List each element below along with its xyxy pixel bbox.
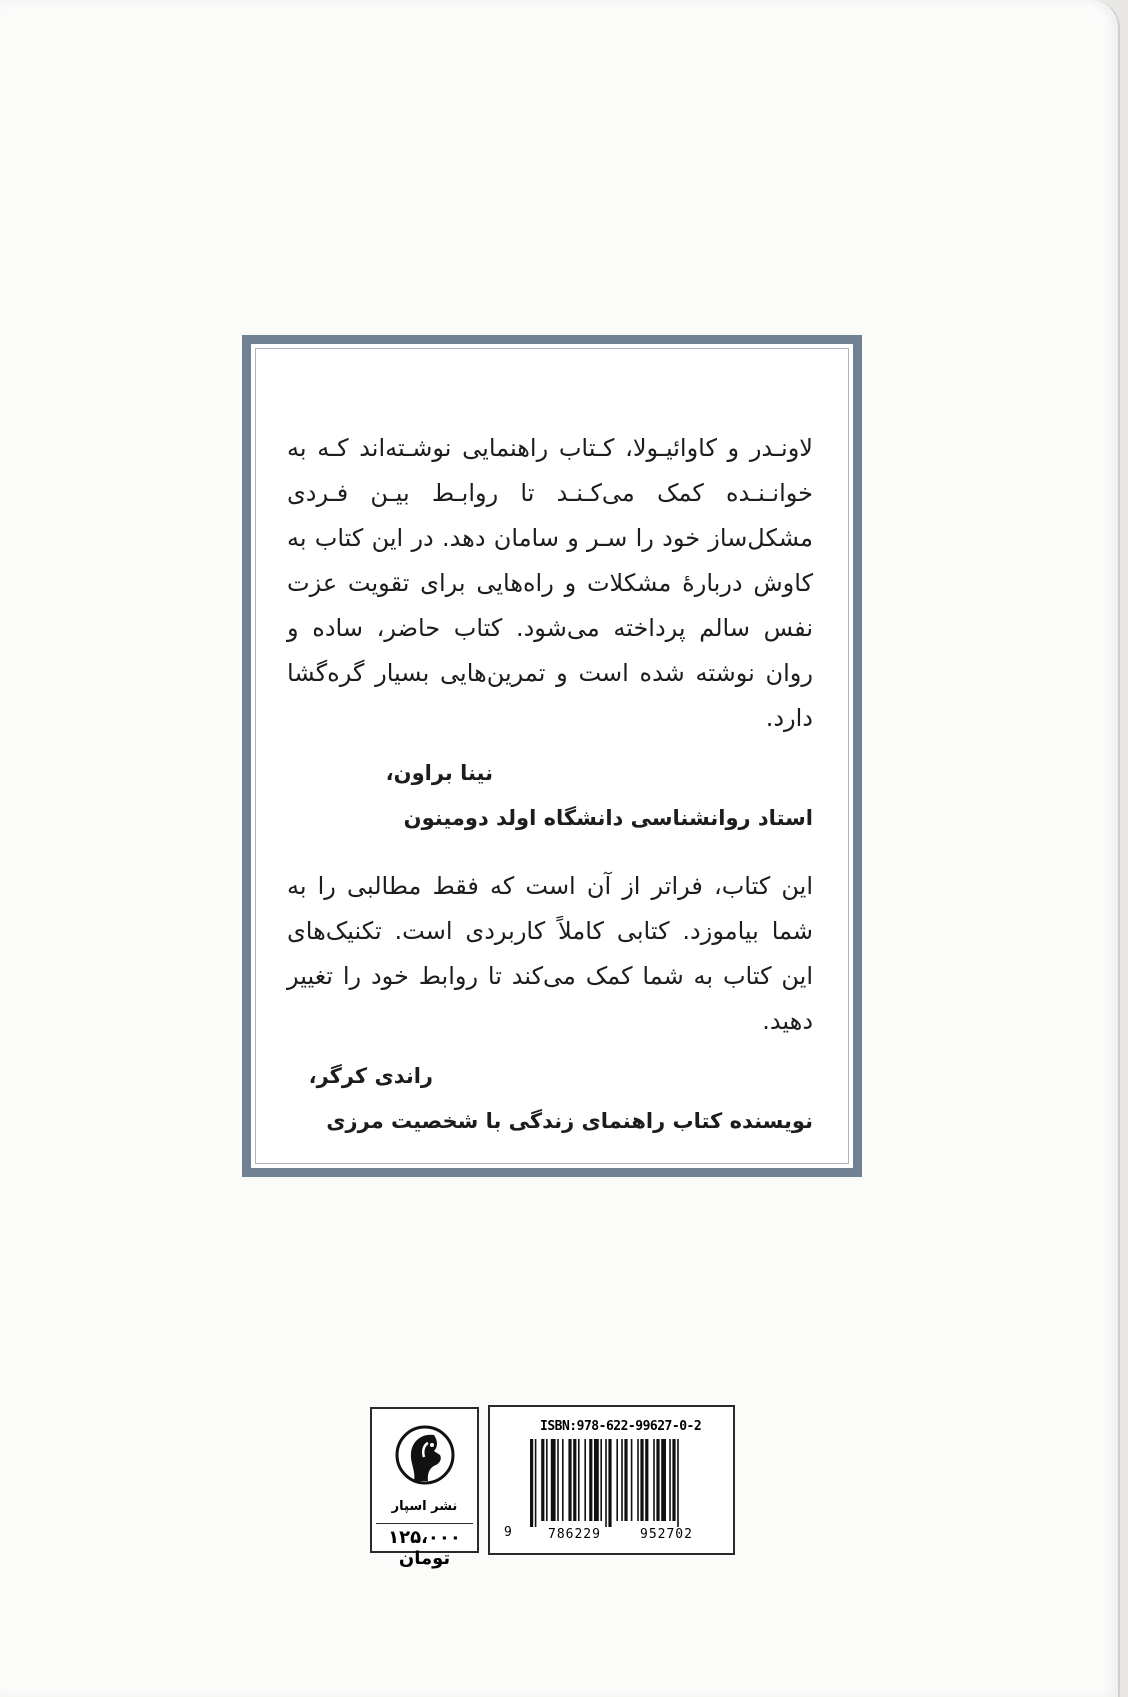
publisher-box bbox=[370, 1407, 479, 1569]
barcode-bar bbox=[605, 1439, 607, 1527]
quote-author: راندی کرگر، bbox=[308, 1064, 433, 1088]
barcode-bar bbox=[578, 1439, 580, 1521]
barcode-box bbox=[488, 1405, 735, 1555]
barcode-lead-digit: 9 bbox=[504, 1525, 512, 1540]
barcode-bar bbox=[584, 1439, 586, 1521]
barcode-bars bbox=[528, 1439, 726, 1527]
barcode-bar bbox=[656, 1439, 659, 1521]
barcode-bar bbox=[653, 1439, 655, 1521]
barcode-bar bbox=[640, 1439, 643, 1521]
barcode-bar bbox=[624, 1439, 627, 1521]
publisher-name: نشر اسپار bbox=[391, 1499, 458, 1514]
barcode-bar bbox=[594, 1439, 599, 1521]
barcode-bar bbox=[672, 1439, 675, 1521]
barcode-bar bbox=[541, 1439, 544, 1521]
barcode-bar bbox=[631, 1439, 633, 1521]
price-divider bbox=[376, 1523, 473, 1524]
quote-text: لاونـدر و کاوائیـولا، کـتاب راهنمایی نوشـته‌اند کـه به خوانـنـده کمک می‌کـنـد تا روابـط بیـن فـردی مشکل‌ساز خود را سـر و سامان دهد. در این کتاب به کاوش دربارهٔ مشکلات و راه‌هایی برای تقویت عزت نفس سالم پرداخته می‌شود. کتاب حاضر، ساده و روان نوشته شده است و تمرین‌هایی بسیار گره‌گشا دارد. bbox=[287, 434, 813, 732]
barcode-bar bbox=[568, 1439, 571, 1521]
horse-head-icon bbox=[394, 1421, 456, 1493]
barcode-bar bbox=[637, 1439, 639, 1521]
blurb-quote-2 bbox=[287, 864, 813, 1144]
barcode-bar bbox=[608, 1439, 611, 1527]
blurb-quote-1 bbox=[287, 426, 813, 841]
barcode-bar bbox=[535, 1439, 537, 1527]
barcode-bar bbox=[573, 1439, 576, 1521]
price-label: ۱۲۵،۰۰۰ تومان bbox=[388, 1527, 461, 1569]
quote-author: نینا براون، bbox=[385, 761, 493, 785]
barcode-bar bbox=[562, 1439, 564, 1521]
barcode-bar bbox=[551, 1439, 556, 1521]
barcode-bar bbox=[589, 1439, 592, 1521]
isbn-number: ISBN:978-622-99627-0-2 bbox=[540, 1419, 702, 1434]
quote-author-title: استاد روانشناسی دانشگاه اولد دومینون bbox=[403, 806, 813, 830]
barcode-left-digits: 786229 bbox=[548, 1527, 601, 1542]
barcode-bar bbox=[621, 1439, 623, 1521]
barcode-bar bbox=[661, 1439, 666, 1521]
quote-author-title: نویسنده کتاب راهنمای زندگی با شخصیت مرزی bbox=[326, 1109, 813, 1133]
barcode-bar bbox=[616, 1439, 618, 1521]
barcode-bar bbox=[557, 1439, 559, 1521]
blurb-frame bbox=[242, 335, 862, 1177]
barcode-bar bbox=[677, 1439, 679, 1527]
barcode-bar bbox=[546, 1439, 548, 1521]
barcode-bar bbox=[645, 1439, 648, 1521]
quote-text: این کتاب، فراتر از آن است که فقط مطالبی را به شما بیاموزد. کتابی کاملاً کاربردی است. تکنیک‌های این کتاب به شما کمک می‌کند تا روابط خود را تغییر دهید. bbox=[287, 872, 813, 1035]
barcode-bar bbox=[530, 1439, 533, 1527]
barcode-bar bbox=[600, 1439, 602, 1521]
barcode-bar bbox=[669, 1439, 671, 1521]
barcode-right-digits: 952702 bbox=[640, 1527, 693, 1542]
